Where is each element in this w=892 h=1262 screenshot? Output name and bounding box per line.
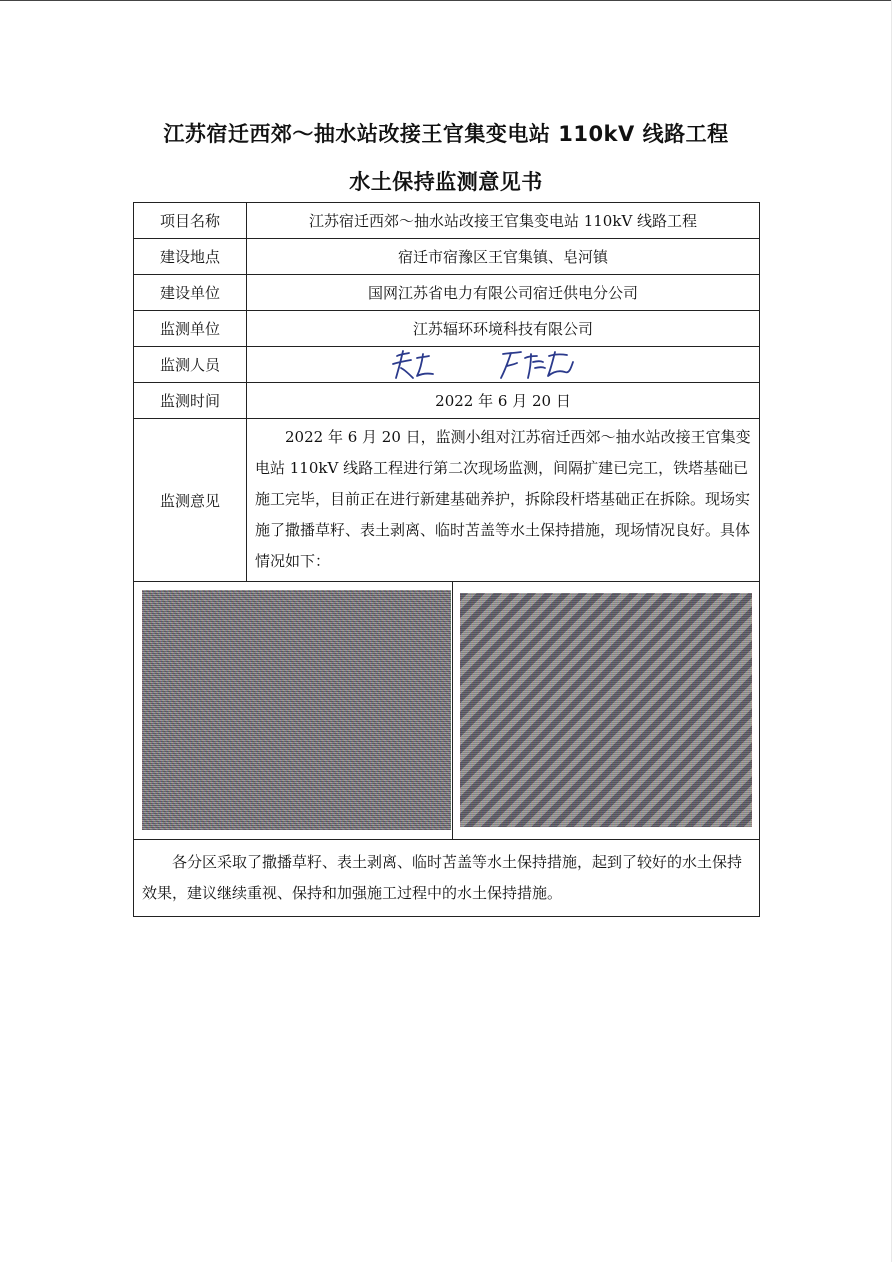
monitoring-unit-value: 江苏辐环环境科技有限公司 [247, 311, 760, 347]
photo-frame-left [134, 582, 453, 839]
form-row-personnel [134, 347, 760, 383]
construction-unit-value: 国网江苏省电力有限公司宿迁供电分公司 [247, 275, 760, 311]
document-subtitle: 水土保持监测意见书 [349, 170, 543, 194]
conclusion-text: 各分区采取了撒播草籽、表土剥离、临时苫盖等水土保持措施，起到了较好的水土保持效果，建议继续重视、保持和加强施工过程中的水土保持措施。 [134, 840, 760, 917]
opinion-label: 监测意见 [134, 419, 247, 582]
signature-image [247, 347, 759, 382]
form-row-project-name [134, 203, 760, 239]
form-row-monitoring-unit [134, 311, 760, 347]
form-row-conclusion [134, 840, 760, 917]
site-photo-left [142, 590, 451, 830]
photo-cell [134, 582, 760, 840]
handwritten-signature [383, 348, 623, 382]
location-label: 建设地点 [134, 239, 247, 275]
document-title: 江苏宿迁西郊～抽水站改接王官集变电站 110kV 线路工程 [163, 122, 729, 146]
opinion-text: 2022 年 6 月 20 日，监测小组对江苏宿迁西郊～抽水站改接王官集变电站 110kV 线路工程进行第二次现场监测，间隔扩建已完工，铁塔基础已施工完毕，目前正在进行新建基础养护，拆除段杆塔基础正在拆除。现场实施了撒播草籽、表土剥离、临时苫盖等水土保持措施，现场情况良好。具体情况如下： [247, 419, 760, 582]
form-row-construction-unit [134, 275, 760, 311]
construction-unit-label: 建设单位 [134, 275, 247, 311]
monitoring-unit-label: 监测单位 [134, 311, 247, 347]
monitoring-time-label: 监测时间 [134, 383, 247, 419]
project-name-value: 江苏宿迁西郊～抽水站改接王官集变电站 110kV 线路工程 [247, 203, 760, 239]
project-name-label: 项目名称 [134, 203, 247, 239]
photo-row [134, 582, 759, 839]
site-photo-right [460, 593, 752, 827]
form-row-opinion [134, 419, 760, 582]
monitoring-opinion-form [133, 202, 760, 917]
monitoring-time-value: 2022 年 6 月 20 日 [247, 383, 760, 419]
personnel-label: 监测人员 [134, 347, 247, 383]
form-row-photos [134, 582, 760, 840]
form-row-location [134, 239, 760, 275]
location-value: 宿迁市宿豫区王官集镇、皂河镇 [247, 239, 760, 275]
personnel-value [247, 347, 760, 383]
form-row-time [134, 383, 760, 419]
page-top-border [0, 0, 892, 1]
photo-frame-right [453, 582, 759, 839]
